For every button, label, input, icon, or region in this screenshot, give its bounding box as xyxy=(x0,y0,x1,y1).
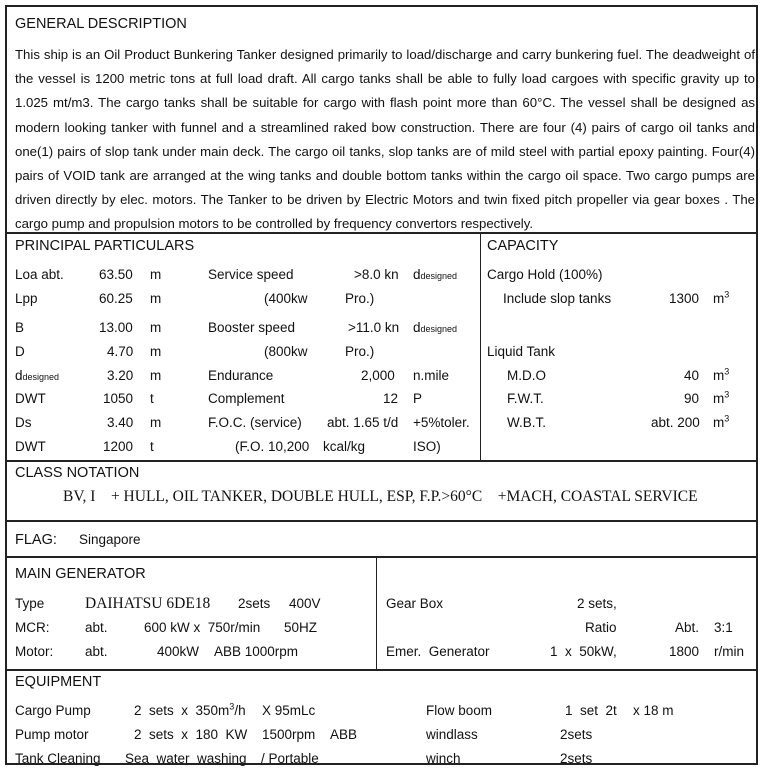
wbt-unit xyxy=(713,413,730,430)
mdo-unit xyxy=(713,366,730,383)
tank-cleaning-value: Sea water washing xyxy=(125,751,247,766)
rule-class-bottom xyxy=(7,520,756,522)
emer-generator-unit: r/min xyxy=(714,644,744,659)
fwt-unit-sup: 3 xyxy=(724,389,730,400)
booster-speed-draft xyxy=(413,321,457,335)
rule-capacity-left xyxy=(480,232,481,460)
fo-calorific-b: kcal/kg xyxy=(323,439,366,454)
cargo-pump-per-hour: /h xyxy=(234,703,246,718)
gen-motor-value: 400kW xyxy=(157,644,200,659)
pump-motor-value: 2 sets x 180 KW xyxy=(134,727,248,742)
ratio-label: Ratio xyxy=(585,620,617,635)
principal-heading: PRINCIPAL PARTICULARS xyxy=(15,238,195,254)
b-unit: m xyxy=(150,320,162,335)
service-d: d xyxy=(413,267,421,282)
spec-sheet xyxy=(5,5,758,765)
cargo-pump-sup: 3 xyxy=(229,701,235,712)
gen-mcr-hz: 50HZ xyxy=(284,620,318,635)
pump-motor-rpm: 1500rpm xyxy=(262,727,316,742)
dwt2-unit: t xyxy=(150,439,154,454)
d-unit: m xyxy=(150,344,162,359)
tank-cleaning-portable: / Portable xyxy=(261,751,319,766)
emer-generator-rpm: 1800 xyxy=(669,644,700,659)
lpp-value: 60.25 xyxy=(99,291,133,306)
booster-power: (800kw xyxy=(264,344,308,359)
slop-unit xyxy=(713,289,730,306)
dwt1-unit: t xyxy=(150,391,154,406)
service-power: (400kw xyxy=(264,291,308,306)
fwt-value: 90 xyxy=(684,391,700,406)
gen-type-sets: 2sets xyxy=(238,596,271,611)
tank-cleaning-label: Tank Cleaning xyxy=(15,751,101,766)
winch-label: winch xyxy=(426,751,461,766)
gen-type-value: DAIHATSU 6DE18 xyxy=(85,595,211,612)
pump-motor-label: Pump motor xyxy=(15,727,89,742)
d-designed-unit: m xyxy=(150,368,162,383)
fwt-unit-m: m xyxy=(713,391,725,406)
service-d-sub: designed xyxy=(420,271,458,281)
endurance-value: 2,000 xyxy=(361,368,395,383)
gen-motor-label: Motor: xyxy=(15,644,54,659)
general-description: This ship is an Oil Product Bunkering Tanker designed primarily to load/discharge and carry bunkering fuel. The deadweight of the vessel is 1200 metric tons at full load draft. All cargo tanks shall be able to fully load cargoes with specific gravity up to 1.025 mt/m3. The cargo tanks shall be suitable for cargo with flash point more than 60°C. The vessel shall be designed as modern looking tanker with funnel and a streamlined raked bow construction. There are four (4) pairs of cargo oil tanks and one(1) pairs of slop tank under main deck. The cargo oil tanks, slop tanks are of mild steel with partial epoxy painting. Four(4) pairs of VOID tank are arranged at the wing tanks and double bottom tanks within the cargo oil space. Two cargo pumps are driven directly by elec. motors. The Tanker to be driven by Electric Motors and twin fixed pitch propeller via gear boxes . The cargo pump and propulsion motors to be controlled by frequency convertors respectively. xyxy=(15,47,755,232)
cargo-pump-label: Cargo Pump xyxy=(15,703,91,718)
d-value: 4.70 xyxy=(107,344,134,359)
rule-flag-bottom xyxy=(7,556,756,558)
slop-unit-sup: 3 xyxy=(724,289,730,300)
windlass-value: 2sets xyxy=(560,727,593,742)
loa-unit: m xyxy=(150,267,162,282)
d-designed-value: 3.20 xyxy=(107,368,134,383)
fo-calorific-c: ISO) xyxy=(413,439,441,454)
service-speed-draft xyxy=(413,268,457,282)
rule-generator-bottom xyxy=(7,669,756,671)
gen-mcr-label: MCR: xyxy=(15,620,50,635)
booster-d: d xyxy=(413,320,421,335)
wbt-label: W.B.T. xyxy=(507,415,547,430)
mdo-label: M.D.O xyxy=(507,368,546,383)
flow-boom-length: x 18 m xyxy=(633,703,674,718)
booster-speed-value: >11.0 kn xyxy=(348,320,400,335)
wbt-unit-m: m xyxy=(713,415,725,430)
mdo-unit-sup: 3 xyxy=(724,366,730,377)
gen-mcr-abt: abt. xyxy=(85,620,108,635)
dwt1-label: DWT xyxy=(15,391,46,406)
lpp-unit: m xyxy=(150,291,162,306)
gearbox-label: Gear Box xyxy=(386,596,444,611)
ds-value: 3.40 xyxy=(107,415,134,430)
dwt2-label: DWT xyxy=(15,439,46,454)
booster-pro: Pro.) xyxy=(345,344,375,359)
service-speed-label: Service speed xyxy=(208,267,294,282)
cargo-pump-head: X 95mLc xyxy=(262,703,316,718)
foc-label: F.O.C. (service) xyxy=(208,415,302,430)
foc-tolerance: +5%toler. xyxy=(413,415,470,430)
b-value: 13.00 xyxy=(99,320,133,335)
endurance-unit: n.mile xyxy=(413,368,450,383)
slop-value: 1300 xyxy=(669,291,700,306)
emer-generator-value: 1 x 50kW, xyxy=(550,644,617,659)
wbt-unit-sup: 3 xyxy=(724,413,730,424)
dwt1-value: 1050 xyxy=(103,391,134,406)
general-heading: GENERAL DESCRIPTION xyxy=(15,16,187,32)
liquid-tank-label: Liquid Tank xyxy=(487,344,556,359)
loa-label: Loa abt. xyxy=(15,267,64,282)
ds-unit: m xyxy=(150,415,162,430)
complement-unit: P xyxy=(413,391,423,406)
pump-motor-make: ABB xyxy=(330,727,358,742)
gearbox-value: 2 sets, xyxy=(577,596,617,611)
class-notation-text: BV, I + HULL, OIL TANKER, DOUBLE HULL, ESP, F.P.>60°C +MACH, COASTAL SERVICE xyxy=(63,488,698,505)
cargo-pump-capacity: 2 sets x 350m xyxy=(134,703,230,718)
equipment-heading: EQUIPMENT xyxy=(15,674,102,690)
endurance-label: Endurance xyxy=(208,368,274,383)
fo-calorific-a: (F.O. 10,200 xyxy=(235,439,310,454)
service-pro: Pro.) xyxy=(345,291,375,306)
cargo-pump-value xyxy=(134,701,246,718)
wbt-value: abt. 200 xyxy=(651,415,700,430)
winch-value: 2sets xyxy=(560,751,593,766)
rule-gearbox-left xyxy=(376,556,377,669)
service-speed-value: >8.0 kn xyxy=(354,267,399,282)
gen-motor-make: ABB 1000rpm xyxy=(214,644,299,659)
foc-value: abt. 1.65 t/d xyxy=(327,415,399,430)
b-label: B xyxy=(15,320,25,335)
booster-d-sub: designed xyxy=(420,324,458,334)
d-designed-sub: designed xyxy=(22,372,60,382)
mdo-value: 40 xyxy=(684,368,700,383)
flag-value: Singapore xyxy=(79,532,141,547)
dwt2-value: 1200 xyxy=(103,439,134,454)
emer-generator-label: Emer. Generator xyxy=(386,644,490,659)
cargo-hold-label: Cargo Hold (100%) xyxy=(487,267,603,282)
windlass-label: windlass xyxy=(426,727,478,742)
flag-label: FLAG: xyxy=(15,532,57,548)
slop-unit-m: m xyxy=(713,291,725,306)
class-notation-heading: CLASS NOTATION xyxy=(15,465,140,481)
complement-label: Complement xyxy=(208,391,285,406)
gen-type-volt: 400V xyxy=(289,596,321,611)
ratio-value: 3:1 xyxy=(714,620,733,635)
gen-type-label: Type xyxy=(15,596,45,611)
d-label: D xyxy=(15,344,25,359)
fwt-unit xyxy=(713,389,730,406)
d-designed-label xyxy=(15,369,59,383)
slop-label: Include slop tanks xyxy=(503,291,612,306)
mdo-unit-m: m xyxy=(713,368,725,383)
ds-label: Ds xyxy=(15,415,32,430)
flow-boom-label: Flow boom xyxy=(426,703,493,718)
rule-principal-bottom xyxy=(7,460,756,462)
generator-heading: MAIN GENERATOR xyxy=(15,566,146,582)
complement-value: 12 xyxy=(383,391,399,406)
lpp-label: Lpp xyxy=(15,291,38,306)
loa-value: 63.50 xyxy=(99,267,133,282)
booster-speed-label: Booster speed xyxy=(208,320,296,335)
gen-motor-abt: abt. xyxy=(85,644,108,659)
flow-boom-value: 1 set 2t xyxy=(565,703,617,718)
fwt-label: F.W.T. xyxy=(507,391,544,406)
d-designed-main: d xyxy=(15,368,23,383)
gen-mcr-value: 600 kW x 750r/min xyxy=(144,620,261,635)
ratio-abt: Abt. xyxy=(675,620,700,635)
capacity-heading: CAPACITY xyxy=(487,238,559,254)
